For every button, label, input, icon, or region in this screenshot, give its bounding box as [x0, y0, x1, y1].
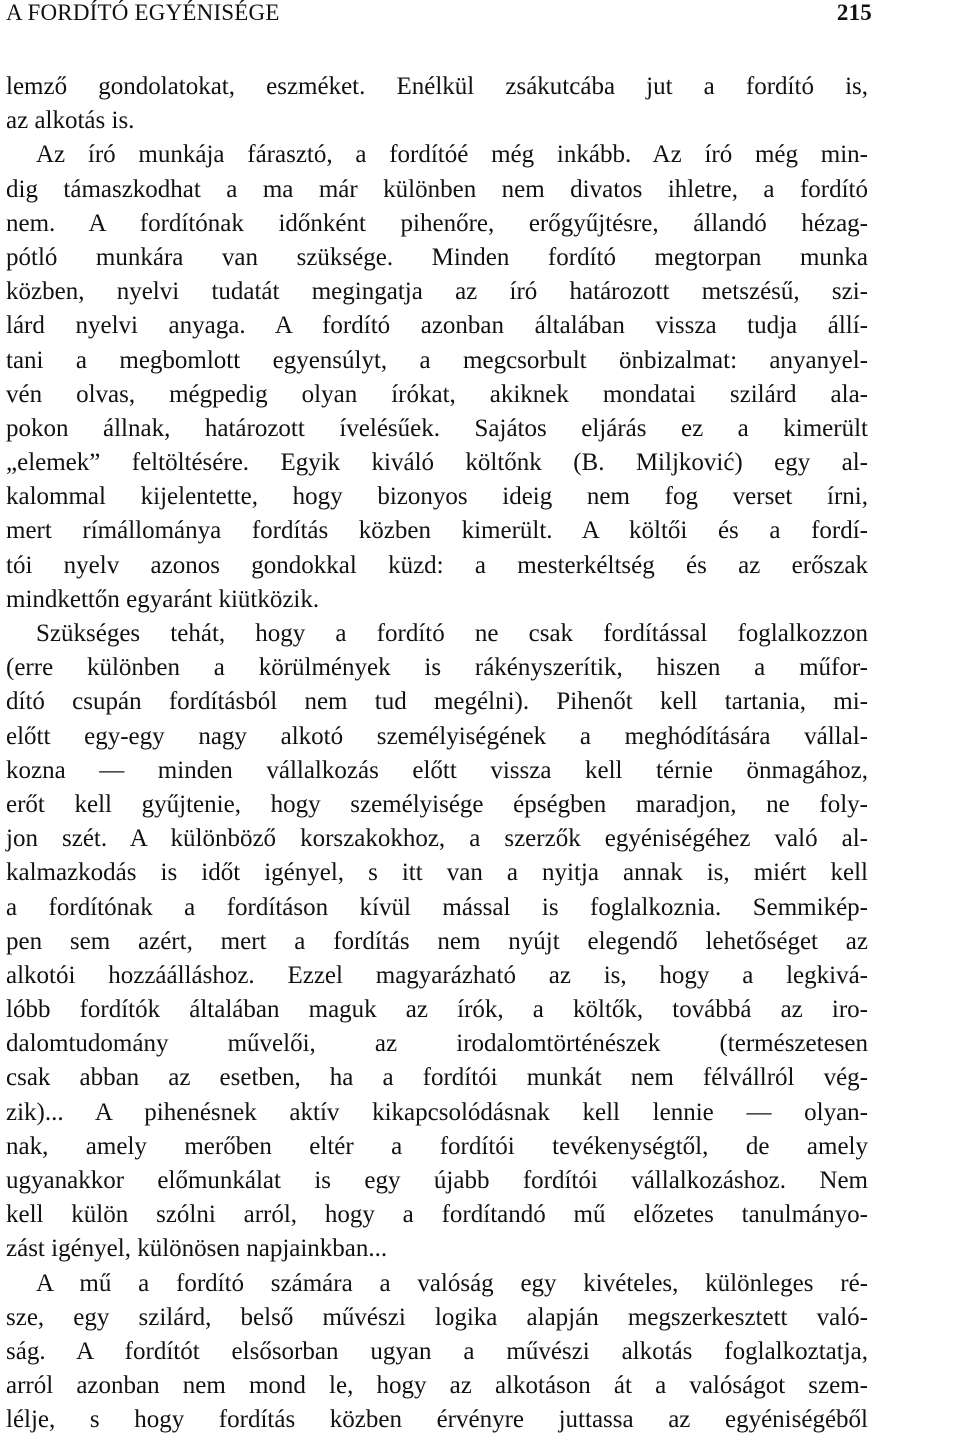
text-line: kell külön szólni arról, hogy a fordítandó mű előzetes tanulmányo-: [6, 1201, 868, 1229]
text-line: jon szét. A különböző korszakokhoz, a szerzők egyéniségéhez való al-: [6, 825, 868, 853]
text-line: mindkettőn egyaránt kiütközik.: [6, 585, 320, 613]
text-line: arról azonban nem mond le, hogy az alkotáson át a valóságot szem-: [6, 1372, 868, 1400]
text-line: csak abban az esetben, ha a fordítói munkát nem félvállról vég-: [6, 1064, 868, 1092]
running-header: [6, 0, 872, 30]
text-line: vén olvas, mégpedig olyan írókat, akiknek mondatai szilárd ala-: [6, 380, 868, 408]
text-line: sze, egy szilárd, belső művészi logika alapján megszerkesztett való-: [6, 1303, 868, 1331]
text-line: kalommal kijelentette, hogy bizonyos ideig nem fog verset írni,: [6, 483, 868, 511]
text-line: Az író munkája fárasztó, a fordítóé még inkább. Az író még min-: [36, 141, 868, 169]
text-line: pokon állnak, határozott ívelésűek. Sajátos eljárás ez a kimerült: [6, 414, 868, 442]
text-line: alkotói hozzáálláshoz. Ezzel magyarázható az is, hogy a legkivá-: [6, 961, 868, 989]
text-line: lemző gondolatokat, eszméket. Enélkül zsákutcába jut a fordító is,: [6, 73, 868, 100]
text-line: dító csupán fordításból nem tud megélni). Pihenőt kell tartania, mi-: [6, 688, 868, 716]
text-line: dalomtudomány művelői, az irodalomtörténészek (természetesen: [6, 1030, 868, 1058]
text-line: tani a megbomlott egyensúlyt, a megcsorbult önbizalmat: anyanyel-: [6, 346, 868, 374]
text-line: nem. A fordítónak időnként pihenőre, erőgyűjtésre, állandó hézag-: [6, 209, 868, 237]
text-line: zást igényel, különösen napjainkban...: [6, 1235, 388, 1263]
text-line: előtt egy-egy nagy alkotó személyiségének a meghódítására vállal-: [6, 722, 868, 750]
text-line: az alkotás is.: [6, 107, 135, 135]
text-line: lárd nyelvi anyaga. A fordító azonban általában vissza tudja állí-: [6, 312, 868, 340]
page-number: 215: [836, 0, 872, 25]
text-line: erőt kell gyűjtenie, hogy személyisége épségben maradjon, ne foly-: [6, 790, 868, 818]
chapter-title: A FORDÍTÓ EGYÉNISÉGE: [6, 0, 280, 25]
text-line: (erre különben a körülmények is rákényszerítik, hiszen a műfor-: [6, 654, 868, 682]
text-line: dig támaszkodhat a ma már különben nem divatos ihletre, a fordító: [6, 175, 868, 203]
text-line: lóbb fordítók általában maguk az írók, a költők, továbbá az iro-: [6, 996, 868, 1024]
text-line: „elemek” feltöltésére. Egyik kiváló költőnk (B. Miljković) egy al-: [6, 449, 868, 477]
text-line: a fordítónak a fordításon kívül mással is foglalkoznia. Semmikép-: [6, 893, 868, 921]
text-line: pótló munkára van szüksége. Minden fordító megtorpan munka: [6, 243, 868, 271]
text-line: Szükséges tehát, hogy a fordító ne csak fordítással foglalkozzon: [36, 620, 868, 647]
body-text: [6, 70, 868, 1438]
text-line: ugyanakkor előmunkálat is egy újabb fordítói vállalkozáshoz. Nem: [6, 1167, 868, 1194]
text-line: mert rímállománya fordítás közben kimerült. A költői és a fordí-: [6, 517, 868, 545]
text-line: ság. A fordítót elsősorban ugyan a művészi alkotás foglalkoztatja,: [6, 1337, 868, 1365]
text-line: tói nyelv azonos gondokkal küzd: a mesterkéltség és az erőszak: [6, 551, 868, 579]
text-line: pen sem azért, mert a fordítás nem nyújt elegendő lehetőséget az: [6, 927, 868, 955]
text-line: nak, amely merőben eltér a fordítói tevékenységtől, de amely: [6, 1132, 868, 1160]
text-line: kalmazkodás is időt igényel, s itt van a nyitja annak is, miért kell: [6, 859, 868, 887]
text-line: kozna — minden vállalkozás előtt vissza kell térnie önmagához,: [6, 756, 868, 784]
text-line: zik)... A pihenésnek aktív kikapcsolódásnak kell lennie — olyan-: [6, 1098, 868, 1126]
text-line: A mű a fordító számára a valóság egy kivételes, különleges ré-: [36, 1269, 868, 1297]
text-line: lélje, s hogy fordítás közben érvényre juttassa az egyéniségéből: [6, 1406, 868, 1434]
text-line: közben, nyelvi tudatát megingatja az író határozott metszésű, szi-: [6, 278, 868, 306]
